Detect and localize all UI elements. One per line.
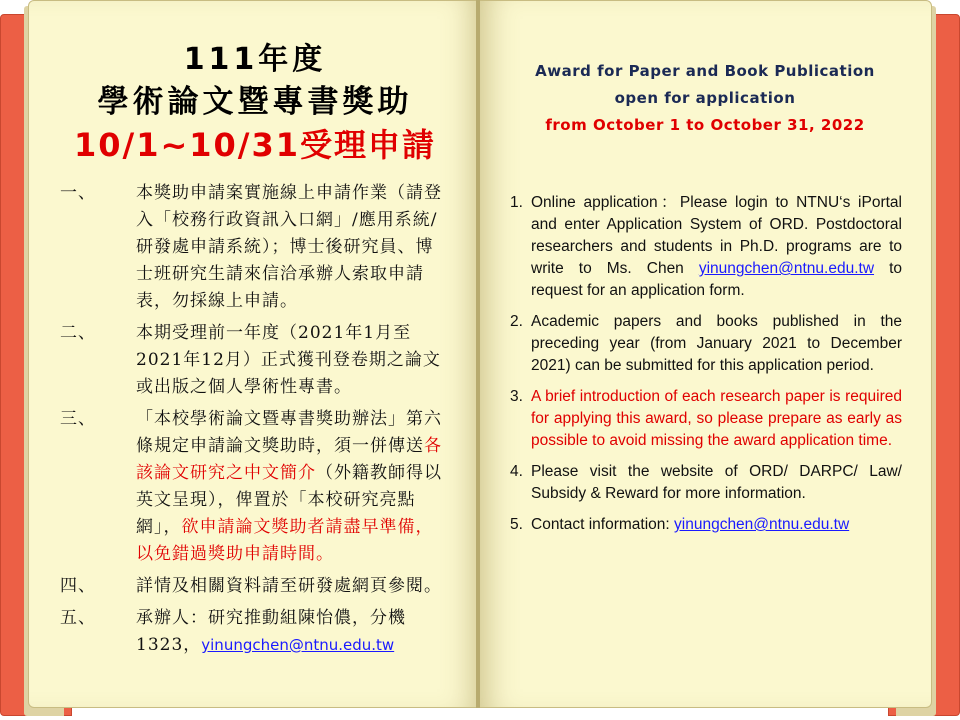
en-item-text-highlight: A brief introduction of each research paper is required for applying this award, so please prepare as early as possible to avoid missing the award application time.	[531, 388, 902, 449]
zh-item-2	[60, 320, 450, 401]
en-item-4	[510, 461, 902, 505]
en-item-3	[510, 386, 902, 452]
zh-item-3	[60, 406, 450, 568]
zh-item-number: 五、	[60, 608, 96, 628]
zh-item-text: 承辦人：研究推動組陳怡儂，分機1323，	[136, 608, 406, 655]
en-item-number: 5.	[510, 516, 523, 533]
zh-title-year: 111年度	[183, 42, 327, 77]
zh-item-4	[60, 573, 450, 600]
en-item-text: Contact information:	[531, 516, 675, 533]
en-notice-list	[510, 192, 902, 545]
en-item-text: Online application：Please login to NTNU‘s iPortal and enter Application System of ORD. Postdoctoral researchers and students in Ph.D. programs are to write to Ms. Chen	[531, 194, 902, 277]
contact-email-link[interactable]: yinungchen@ntnu.edu.tw	[698, 260, 875, 277]
en-item-5	[510, 514, 902, 536]
en-title-open: open for application	[614, 89, 796, 107]
zh-title-award: 學術論文暨專書獎助	[97, 84, 413, 120]
zh-item-number: 三、	[60, 409, 96, 429]
en-title-dates: from October 1 to October 31, 2022	[545, 116, 865, 134]
zh-item-text: （外籍教師得以英文呈現），俾置於「本校研究亮點網」，	[136, 463, 442, 537]
zh-title-dates: 10/1~10/31受理申請	[73, 126, 437, 164]
en-item-text: Academic papers and books published in the preceding year (from January 2021 to December 2021) can be submitted for this application period.	[531, 313, 902, 374]
en-title-award: Award for Paper and Book Publication	[535, 62, 875, 80]
zh-item-text-highlight: 各該論文研究之中文簡介	[136, 436, 442, 483]
en-item-2	[510, 311, 902, 377]
en-item-number: 1.	[510, 194, 523, 211]
en-item-number: 2.	[510, 313, 523, 330]
zh-item-text: 詳情及相關資料請至研發處網頁參閱。	[136, 576, 442, 596]
en-item-text: to request for an application form.	[531, 260, 903, 299]
zh-item-text: 「本校學術論文暨專書獎助辦法」第六條規定申請論文獎助時，須一併傳送	[136, 409, 442, 456]
contact-email-link[interactable]: yinungchen@ntnu.edu.tw	[201, 636, 395, 654]
zh-item-number: 四、	[60, 576, 96, 596]
zh-item-1	[60, 180, 450, 315]
zh-item-text: 本獎助申請案實施線上申請作業（請登入「校務行政資訊入口網」/應用系統/研發處申請系統）；博士後研究員、博士班研究生請來信洽承辦人索取申請表，勿採線上申請。	[136, 183, 442, 311]
en-item-text: Please visit the website of ORD/ DARPC/ Law/ Subsidy & Reward for more information.	[531, 463, 902, 502]
contact-email-link[interactable]: yinungchen@ntnu.edu.tw	[674, 516, 850, 533]
en-item-1	[510, 192, 902, 302]
en-item-number: 3.	[510, 388, 523, 405]
zh-item-text: 本期受理前一年度（2021年1月至2021年12月）正式獲刊登卷期之論文或出版之個人學術性專書。	[136, 323, 441, 397]
en-item-number: 4.	[510, 463, 523, 480]
zh-item-number: 二、	[60, 323, 96, 343]
zh-notice-list	[60, 180, 450, 664]
zh-item-number: 一、	[60, 183, 96, 203]
zh-item-5	[60, 605, 450, 659]
zh-item-text-highlight: 欲申請論文獎助者請盡早準備，以免錯過獎助申請時間。	[136, 517, 434, 564]
